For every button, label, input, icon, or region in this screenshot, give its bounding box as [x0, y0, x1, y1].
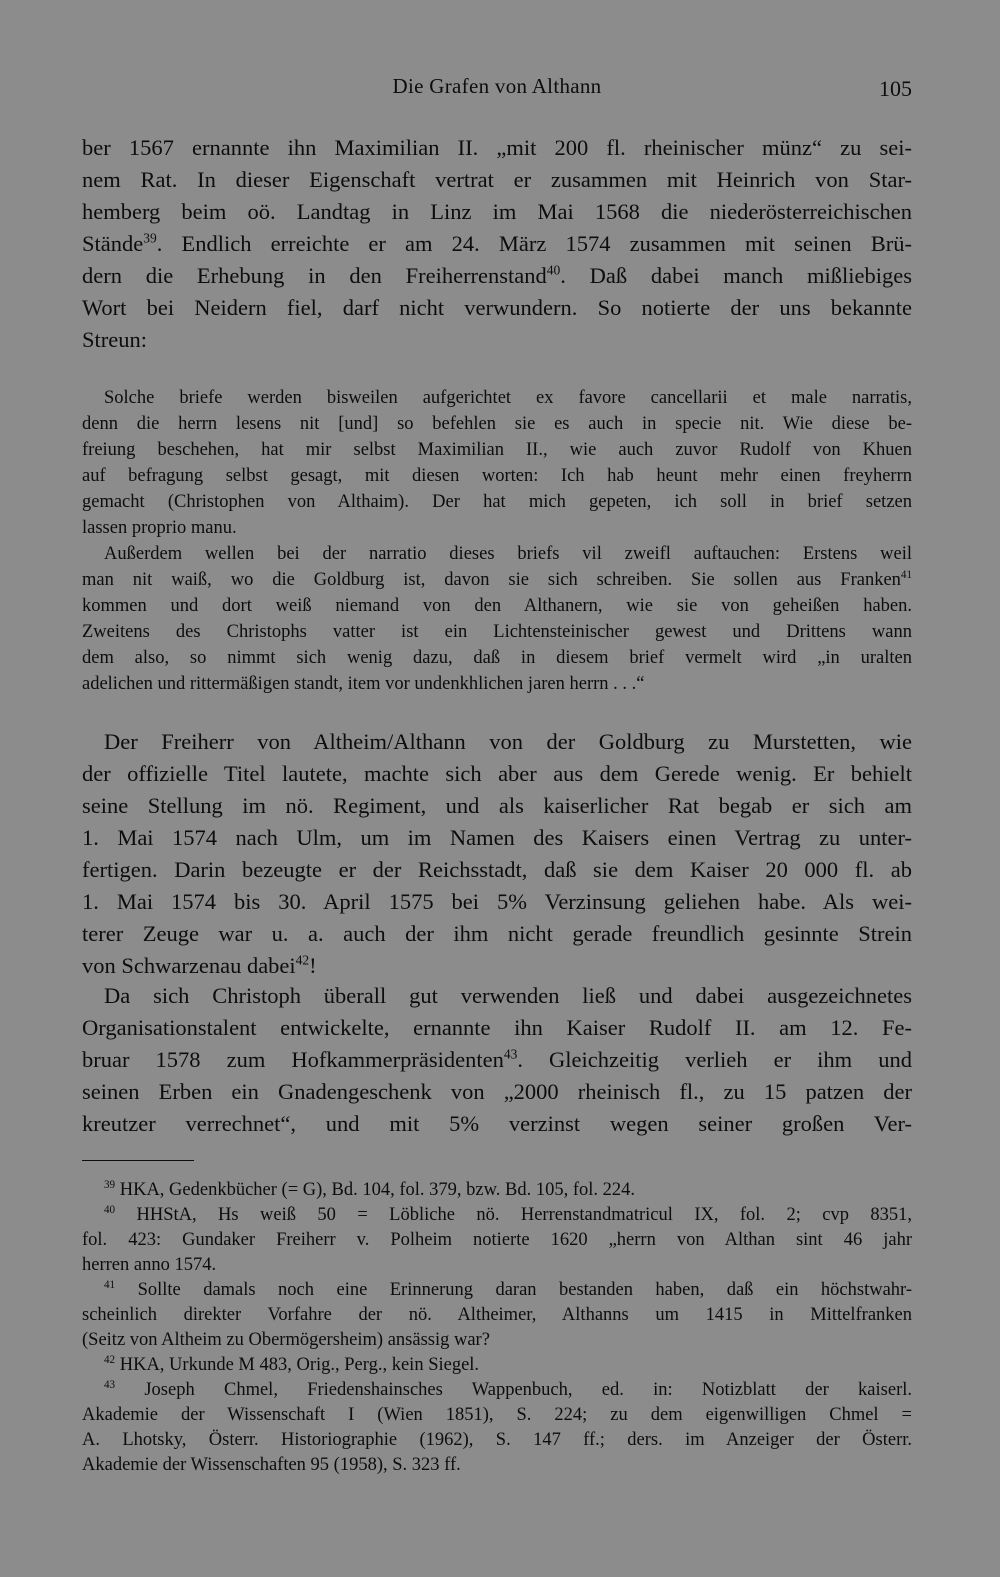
quote-line: denn die herrn lesens nit [und] so befehlen sie es auch in specie nit. Wie diese be- — [82, 414, 912, 434]
quote-line: lassen proprio manu. — [82, 518, 237, 538]
text-line: 1. Mai 1574 bis 30. April 1575 bei 5% Verzinsung geliehen habe. Als wei- — [82, 889, 912, 914]
line-text: bruar 1578 zum Hofkammerpräsidenten — [82, 1047, 504, 1072]
line-text: dern die Erhebung in den Freiherrenstand — [82, 263, 547, 288]
footnote-ref-42: 42 — [295, 952, 310, 968]
text-line — [82, 950, 912, 982]
text-line: Wort bei Neidern fiel, darf nicht verwundern. So notierte der uns bekannte — [82, 295, 912, 320]
quote-line: Zweitens des Christophs vatter ist ein Lichtensteinischer gewest und Drittens wann — [82, 622, 912, 642]
footnote-line: fol. 423: Gundaker Freiherr v. Polheim notierte 1620 „herrn von Althan sint 46 jahr — [82, 1230, 912, 1250]
page-number: 105 — [879, 76, 912, 101]
text-line — [82, 1044, 912, 1076]
quote-line: adelichen und rittermäßigen standt, item vor undenkhlichen jaren herrn . . .“ — [82, 674, 645, 694]
quote-line: auf befragung selbst gesagt, mit diesen worten: Ich hab heunt mehr einen freyherrn — [82, 466, 912, 486]
text-line: fertigen. Darin bezeugte er der Reichsstadt, daß sie dem Kaiser 20 000 fl. ab — [82, 857, 912, 882]
footnote-39 — [82, 1178, 912, 1203]
quote-line: dem also, so nimmt sich wenig dazu, daß in diesem brief vermelt wird „in uralten — [82, 648, 912, 668]
line-text: von Schwarzenau dabei — [82, 953, 296, 978]
footnote-ref-41: 41 — [900, 568, 912, 581]
running-title: Die Grafen von Althann — [392, 74, 602, 98]
body-paragraph-3 — [82, 980, 912, 1140]
footnote-line: A. Lhotsky, Österr. Historiographie (1962), S. 147 ff.; ders. im Anzeiger der Österr. — [82, 1430, 912, 1450]
text-line: Der Freiherr von Altheim/Althann von der Goldburg zu Murstetten, wie — [104, 729, 912, 754]
text-line: ber 1567 ernannte ihn Maximilian II. „mit 200 fl. rheinischer münz“ zu sei- — [82, 135, 912, 160]
footnote-text: HKA, Urkunde M 483, Orig., Perg., kein Siegel. — [119, 1355, 480, 1375]
text-line — [82, 260, 912, 292]
quote-line: Solche briefe werden bisweilen aufgerichtet ex favore cancellarii et male narratis, — [104, 388, 912, 408]
quote-line — [82, 567, 912, 593]
footnote-text: Sollte damals noch eine Erinnerung daran bestanden haben, daß ein höchstwahr- — [137, 1280, 912, 1300]
footnote-line: Akademie der Wissenschaft I (Wien 1851), S. 224; zu dem eigenwilligen Chmel = — [82, 1405, 912, 1425]
text-line: hemberg beim oö. Landtag in Linz im Mai 1568 die niederösterreichischen — [82, 199, 912, 224]
quote-line: gemacht (Christophen von Althaim). Der hat mich gepeten, ich soll in brief setzen — [82, 492, 912, 512]
footnote-line: scheinlich direkter Vorfahre der nö. Altheimer, Althanns um 1415 in Mittelfranken — [82, 1305, 912, 1325]
quote-line: Außerdem wellen bei der narratio dieses briefs vil zweifl auftauchen: Erstens weil — [104, 544, 912, 564]
text-line: seinen Erben ein Gnadengeschenk von „2000 rheinisch fl., zu 15 patzen der — [82, 1079, 912, 1104]
footnotes — [82, 1178, 912, 1478]
line-text: . Endlich erreichte er am 24. März 1574 zusammen mit seinen Brü- — [156, 231, 912, 256]
body-paragraph-1 — [82, 132, 912, 356]
running-head — [82, 74, 912, 108]
text-line: der offizielle Titel lautete, machte sich aber aus dem Gerede wenig. Er behielt — [82, 761, 912, 786]
footnote-mark: 41 — [104, 1278, 116, 1291]
line-text: . Gleichzeitig verlieh er ihm und — [517, 1047, 912, 1072]
footnote-text: HHStA, Hs weiß 50 = Löbliche nö. Herrenstandmatricul IX, fol. 2; cvp 8351, — [136, 1205, 912, 1225]
line-text: . Daß dabei manch mißliebiges — [560, 263, 912, 288]
footnote-ref-43: 43 — [503, 1046, 518, 1062]
footnote-line: (Seitz von Altheim zu Obermögersheim) ansässig war? — [82, 1330, 490, 1350]
footnote-separator — [82, 1160, 194, 1161]
footnote-text: Joseph Chmel, Friedenshainsches Wappenbuch, ed. in: Notizblatt der kaiserl. — [144, 1380, 912, 1400]
text-line: Streun: — [82, 327, 147, 352]
text-line: Da sich Christoph überall gut verwenden ließ und dabei ausgezeichnetes — [104, 983, 912, 1008]
footnote-text: HKA, Gedenkbücher (= G), Bd. 104, fol. 379, bzw. Bd. 105, fol. 224. — [119, 1180, 636, 1200]
footnote-mark: 42 — [104, 1353, 116, 1366]
text-line: terer Zeuge war u. a. auch der ihm nicht gerade freundlich gesinnte Strein — [82, 921, 912, 946]
footnote-40 — [82, 1203, 912, 1228]
footnote-line: herren anno 1574. — [82, 1255, 217, 1275]
footnote-ref-39: 39 — [143, 230, 157, 246]
text-line: seine Stellung im nö. Regiment, und als kaiserlicher Rat begab er sich am — [82, 793, 912, 818]
footnote-line: Akademie der Wissenschaften 95 (1958), S. 323 ff. — [82, 1455, 461, 1475]
body-paragraph-2 — [82, 726, 912, 982]
footnote-41 — [82, 1278, 912, 1303]
block-quote-1 — [82, 385, 912, 541]
text-line: kreutzer verrechnet“, und mit 5% verzinst wegen seiner großen Ver- — [82, 1111, 912, 1136]
line-text: man nit waiß, wo die Goldburg ist, davon sie sich schreiben. Sie sollen aus Franken — [82, 570, 901, 590]
footnote-ref-40: 40 — [546, 262, 561, 278]
quote-line: freiung beschehen, hat mir selbst Maximilian II., wie auch zuvor Rudolf von Khuen — [82, 440, 912, 460]
footnote-mark: 43 — [104, 1378, 116, 1391]
line-text: Stände — [82, 231, 144, 256]
footnote-42 — [82, 1353, 912, 1378]
text-line: Organisationstalent entwickelte, ernannte ihn Kaiser Rudolf II. am 12. Fe- — [82, 1015, 912, 1040]
text-line — [82, 228, 912, 260]
line-text: ! — [309, 953, 317, 978]
block-quote-2 — [82, 541, 912, 697]
text-line: 1. Mai 1574 nach Ulm, um im Namen des Kaisers einen Vertrag zu unter- — [82, 825, 912, 850]
footnote-mark: 40 — [104, 1203, 116, 1216]
quote-line: kommen und dort weiß niemand von den Althanern, wie sie von geheißen haben. — [82, 596, 912, 616]
footnote-mark: 39 — [104, 1178, 116, 1191]
footnote-43 — [82, 1378, 912, 1403]
text-line: nem Rat. In dieser Eigenschaft vertrat er zusammen mit Heinrich von Star- — [82, 167, 912, 192]
